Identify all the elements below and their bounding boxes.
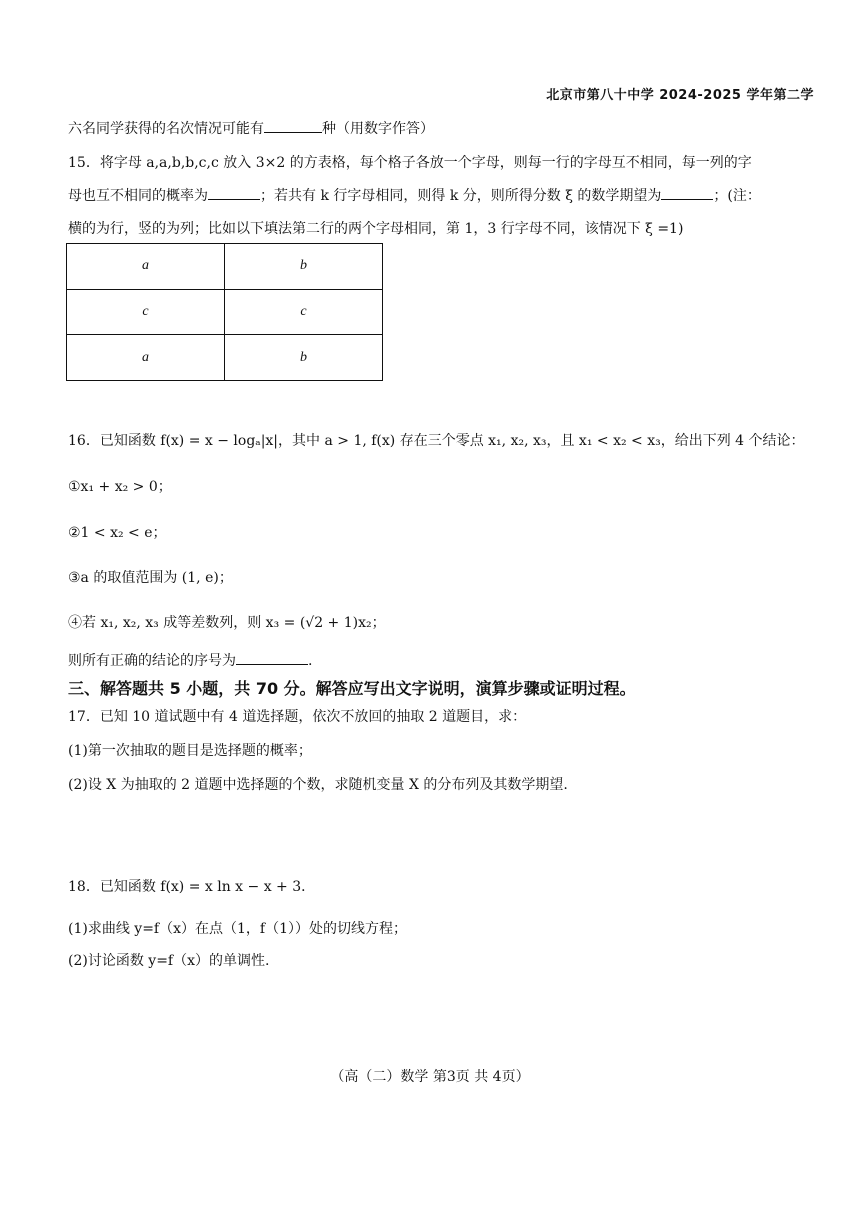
q15-line2b: ；若共有 k 行字母相同，则得 k 分，则所得分数 ξ 的数学期望为: [260, 188, 662, 204]
q15-line2c: ；(注：: [713, 188, 761, 204]
letter-grid-table: [66, 243, 383, 381]
section-3-heading: 三、解答题共 5 小题，共 70 分。解答应写出文字说明，演算步骤或证明过程。: [68, 679, 636, 698]
q16-conclusion-1: ①x₁ + x₂ > 0；: [68, 479, 172, 495]
q16-ask: [68, 650, 312, 670]
q16-ask-end: .: [308, 653, 313, 669]
q17-stem: 17．已知 10 道试题中有 4 道选择题，依次不放回的抽取 2 道题目，求：: [68, 709, 527, 725]
grid-cell: a: [67, 244, 225, 290]
q16-ask-text: 则所有正确的结论的序号为: [68, 653, 236, 669]
grid-cell: b: [225, 244, 383, 290]
answer-blank: [264, 120, 322, 133]
q17-part-1: (1)第一次抽取的题目是选择题的概率；: [68, 743, 312, 759]
q16-conclusion-4: ④若 x₁, x₂, x₃ 成等差数列，则 x₃ = (√2 + 1)x₂；: [68, 615, 386, 631]
q14-tail-after: 种（用数字作答）: [322, 121, 434, 137]
q16-conclusion-3: ③a 的取值范围为 (1, e)；: [68, 570, 233, 586]
q15-line2: [68, 185, 761, 205]
grid-row: [67, 289, 383, 335]
q14-tail: [68, 118, 434, 138]
q15-line2a: 母也互不相同的概率为: [68, 188, 208, 204]
grid-cell: b: [225, 335, 383, 381]
grid-cell: c: [67, 289, 225, 335]
grid-cell: c: [225, 289, 383, 335]
q18-stem: 18．已知函数 f(x) = x ln x − x + 3．: [68, 879, 316, 895]
grid-row: [67, 244, 383, 290]
q15-line3: 横的为行，竖的为列；比如以下填法第二行的两个字母相同，第 1，3 行字母不同，该情况下 ξ =1): [68, 221, 684, 237]
q18-part-1: (1)求曲线 y=f（x）在点（1，f（1））处的切线方程；: [68, 921, 407, 937]
q17-part-2: (2)设 X 为抽取的 2 道题中选择题的个数，求随机变量 X 的分布列及其数学期望.: [68, 777, 568, 793]
q16-stem: 16．已知函数 f(x) = x − logₐ|x|，其中 a > 1, f(x) 存在三个零点 x₁, x₂, x₃，且 x₁ < x₂ < x₃，给出下列 4 个结论：: [68, 433, 805, 449]
answer-blank: [208, 187, 260, 200]
q15-line1: 15．将字母 a,a,b,b,c,c 放入 3×2 的方表格，每个格子各放一个字母，则每一行的字母互不相同，每一列的字: [68, 155, 752, 171]
grid-cell: a: [67, 335, 225, 381]
q18-part-2: (2)讨论函数 y=f（x）的单调性.: [68, 953, 270, 969]
page-footer: （高（二）数学 第3页 共 4页）: [330, 1069, 530, 1085]
q16-conclusion-2: ②1 < x₂ < e；: [68, 525, 167, 541]
school-header: 北京市第八十中学 2024-2025 学年第二学: [546, 88, 814, 103]
answer-blank: [236, 652, 308, 665]
grid-row: [67, 335, 383, 381]
q14-tail-before: 六名同学获得的名次情况可能有: [68, 121, 264, 137]
answer-blank: [661, 187, 713, 200]
